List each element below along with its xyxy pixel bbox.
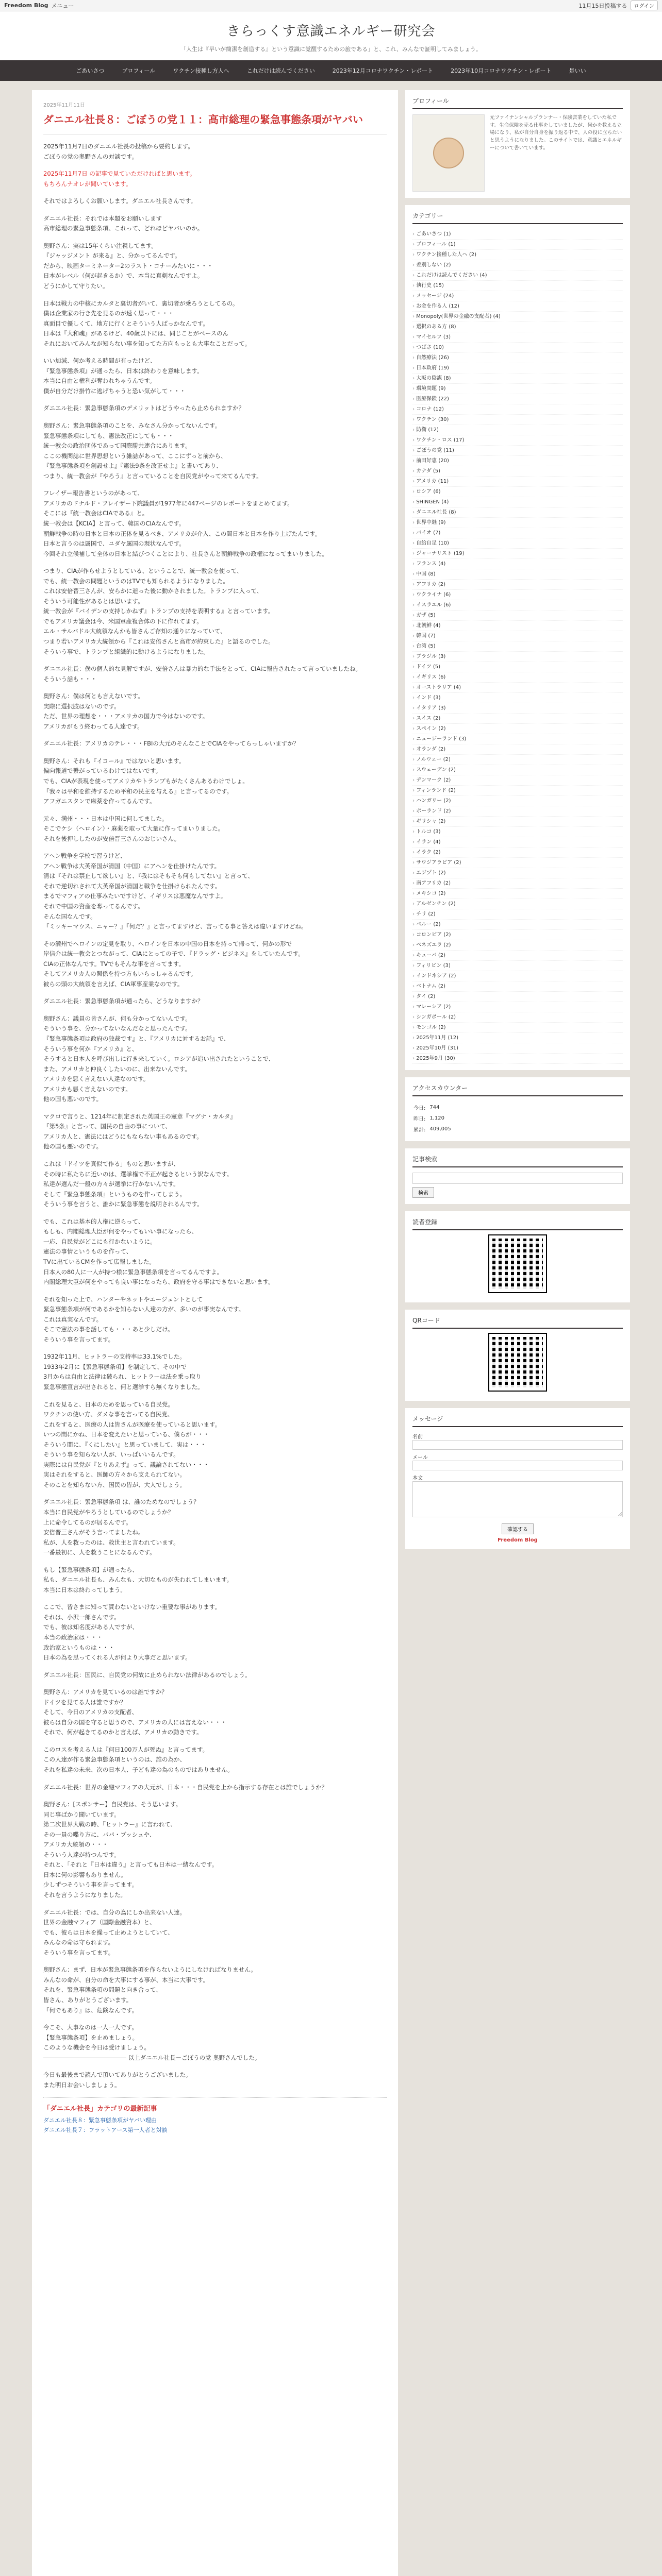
- category-item[interactable]: › イギリス (6): [412, 672, 623, 683]
- article-paragraph: ダニエル社長：緊急事態条項のデメリットはどうやったら止められますか？: [43, 404, 245, 412]
- related-link[interactable]: ダニエル社長８：緊急事態条項がヤバい理由: [43, 2117, 157, 2124]
- category-item[interactable]: › 2025年10月 (31): [412, 1043, 623, 1054]
- article-paragraph: ダニエル社長：アメリカのテレ・・・FBIの大元のそんなことでCIAをやってらっしゃいますか？: [43, 740, 300, 748]
- category-item[interactable]: › デンマーク (2): [412, 775, 623, 786]
- form-name-input[interactable]: [412, 1440, 623, 1450]
- article-paragraph: でも、これは基本的人権に逆らって、 もしも、内閣総理大臣が何をやってもいい事になったら、 一応、自民党がどこにも行かないように。 憲法の事情というものを作って、 TVに出ているCMを作って広報しました。 日本人の80人に一人が持つ様に緊急事態条項を言ってるんですよ。 内閣総理大臣が何をやっても良い事になったら、政府を守る事はできないと思います。: [43, 1217, 274, 1286]
- category-item[interactable]: › メキシコ (2): [412, 889, 623, 899]
- article-paragraph: これは「ドイツを真似て作る」ものと思いますが、 その時に私たちに近いのは、選挙権で不正が起きるという訳なんです。 私達が選んだ一般の方々が選挙に行かないんです。 そして『緊急事態条項』というものを作ってしまう。 そういう事を言うと、誰かに緊急事態を説明されるんです。: [43, 1160, 233, 1208]
- category-item[interactable]: › 自然療法 (26): [412, 353, 623, 363]
- nav-item[interactable]: ワクチン接種し方人へ: [173, 67, 229, 74]
- article-title[interactable]: ダニエル社長８：ごぼうの党１１：高市総理の緊急事態条項がヤバい: [43, 112, 387, 134]
- article-paragraph: その満州でヘロインの定見を取り、ヘロインを日本の中国の日本を持って帰って、何かの形で 岸信介は統一教会とつながって、CIAにとっての子で、『ドラッグ・ビジネス』をしていたんです。 CIAの正体なんです。TVでもそんな事を言ってます。 そしてアメリカ人の関係を持つ方もいらっしゃるんです。 彼らの頭の大統領を言えば、CIA軍事産業なのです。: [43, 940, 304, 988]
- category-item[interactable]: › オランダ (2): [412, 744, 623, 755]
- category-item[interactable]: › サウジアラビア (2): [412, 858, 623, 868]
- category-item[interactable]: › ごあいさつ (1): [412, 229, 623, 240]
- category-item[interactable]: › フィンランド (2): [412, 786, 623, 796]
- category-item[interactable]: › 世界中継 (9): [412, 518, 623, 528]
- blog-subtitle: 「人生は『早いが簡潔を創造する』という意識に覚醒するための旅である」と、これ、みんなで証明してみましょう。: [180, 46, 482, 53]
- category-item[interactable]: › マレーシア (2): [412, 1002, 623, 1012]
- category-box: [405, 205, 630, 1070]
- category-item[interactable]: › アメリカ (11): [412, 477, 623, 487]
- category-item[interactable]: › SHINGEN (4): [412, 497, 623, 507]
- category-item[interactable]: › プロフィール (1): [412, 240, 623, 250]
- form-email-input[interactable]: [412, 1461, 623, 1470]
- category-item[interactable]: › ウクライナ (6): [412, 590, 623, 600]
- category-item[interactable]: › これだけは読んでください (4): [412, 270, 623, 281]
- article-paragraph: つまり、CIAが作らせようとしている、ということで、統一教会を使って、 でも、統一教会の問題というのはTVでも知られるようになりました。 これは安倍晋三さんが、安らかに逝った後に動かされました。トランプに入って、 そういう可能性があるとは思います。 統一教会が『バイデンの支持しかねず』トランプの支持を表明する』と言っています。 でもアメリカ議会は今、米国軍産複合体の下に作れてます。 エル・サルバドル大統領なんかも皆さんご存知の通りになっていて、 つまり若いアメリカ大統領から『これは安倍さんと高市が約束した』と語るのでした。 そういう事で、トランプと組織的に動けるようになりました。: [43, 567, 274, 655]
- category-item[interactable]: › 日本政府 (19): [412, 363, 623, 374]
- article-paragraph: ダニエル社長：僕の個人的な見解ですが、安倍さんは暴力的な手法をとって、CIAに報告されたって言っていましたね。 そういう話も・・・: [43, 665, 361, 683]
- category-item[interactable]: › ワクチン (30): [412, 415, 623, 425]
- category-item[interactable]: › 北朝鮮 (4): [412, 621, 623, 631]
- article-paragraph: ここで、皆さまに知って貰わないといけない重要な事があります。 それは、小沢一郎さんです。 でも、彼は知名度がある人ですが、 本当の政治家は・・・ 政治家というものは・・・ 日本の為を思ってくれる人が何より大事だと思います。: [43, 1603, 221, 1662]
- reader-heading: 読者登録: [412, 1217, 623, 1230]
- category-item[interactable]: › ノルウェー (2): [412, 755, 623, 765]
- article-paragraph: これを見ると、日本のためを思っている自民党。 ワクチンの使い方、ダメな事を言ってる自民党、 これをすると、医療の人は皆さんが医療を使っていると思います。 いつの間にかね、日本を変えたいと思っている、僕らが・・・ そういう間に、『くにしたい』と思っていまして、実は・・・ そういう事を知らない人が、いっぱいいるんです。 実際には自民党が『とりあえず』って、議論されてない・・・ 実はそれをすると、医師の方々から支えられてない。 そのことを知らない方、国民の皆が、大人でしょう。: [43, 1400, 221, 1488]
- profile-heading: プロフィール: [412, 96, 623, 109]
- nav-item[interactable]: これだけは読んでください: [246, 67, 315, 74]
- login-button[interactable]: ログイン: [631, 1, 658, 10]
- category-item[interactable]: › 2025年9月 (30): [412, 1054, 623, 1064]
- article-paragraph: 奥野さん：まず、日本が緊急事態条項を作らないようにしなければなりません。 みんなの命が、自分の命を大事にする事が、本当に大事です。 それを、緊急事態条項の問題と向き合って、 皆さん、ありがとうございます。 『何でもあり』は、危険なんです。: [43, 1966, 257, 2014]
- category-item[interactable]: › ドイツ (5): [412, 662, 623, 672]
- date-text: 11月15日投稿する: [578, 2, 627, 9]
- menu-label[interactable]: メニュー: [51, 2, 74, 9]
- reader-qr-icon[interactable]: [489, 1235, 546, 1292]
- article-paragraph: アヘン戦争を学校で習うけど、 アヘン戦争は大英帝国が清国（中国）にアヘンを仕掛けたんです。 清は『それは禁止して欲しい』と、『我にはそもそも何もしてない』と言って、 それで逆切れされて大英帝国が清国と戦争を仕掛けられたんです。 まるでマフィアの仕事みたいですけど、イギリスは悪魔なんですよ。 それで中国の資産を奪ってるんです。 そんな国なんです。 『ミッキーマウス、ニャー？』『何だ？』と言ってますけど、言ってる事と答えは違いますけどね。: [43, 852, 307, 930]
- category-item[interactable]: › ジャーナリスト (19): [412, 549, 623, 559]
- article-paragraph: 奥野さん：[スポンサー】自民党は、そう思います。 同じ事ばかり聞いています。 第二次世界大戦の時、『ヒットラー』に言われて、 その一員の喋り方に、パパ・ブッシュや、 アメリカ大統領の・・・ そういう人達が持つんです。 それと、「それと『日本は違う』と言っても日本は一緒なんです。 日本に何の影響もありません。 少しずつそういう事を言ってます。 それを言うようになりました。: [43, 1801, 218, 1899]
- form-name-label: 名前: [412, 1434, 423, 1440]
- counter-value: 744: [429, 1105, 440, 1110]
- category-item[interactable]: › フランス (4): [412, 559, 623, 569]
- category-item[interactable]: › ワクチン接種した人へ (2): [412, 250, 623, 260]
- article-paragraph: ダニエル社長：国民に、自民党の何故に止められない法律があるのでしょう。: [43, 1671, 251, 1679]
- category-item[interactable]: › 差別しない (2): [412, 260, 623, 270]
- counter-label: 今日:: [413, 1106, 426, 1111]
- article-paragraph: ダニエル社長：それでは本題をお願いします 高市総理の緊急事態条項、これって、どれほどヤバいのか。: [43, 214, 204, 232]
- article-paragraph: 2025年11月7日のダニエル社長の投稿から要約します。 ごぼうの党の奥野さんの対談です。: [43, 143, 194, 160]
- category-item[interactable]: › 南アフリカ (2): [412, 878, 623, 889]
- reader-box: [405, 1211, 630, 1302]
- article-paragraph: それではよろしくお願いします。ダニエル社長さんです。: [43, 197, 197, 205]
- related-title: 「ダニエル社長」カテゴリの最新記事: [43, 2105, 157, 2113]
- category-item[interactable]: › イラン (4): [412, 837, 623, 848]
- form-body-label: 本文: [412, 1476, 423, 1481]
- article-paragraph: 2025年11月7日 の記事で見ていただければと思います。 もちろんナオレが聞いています。: [43, 170, 196, 188]
- category-item[interactable]: › 自給自足 (10): [412, 538, 623, 549]
- category-item[interactable]: › メッセージ (24): [412, 291, 623, 301]
- article-paragraph: 奥野さん：実は15年くらい注視してます。 『ジャッジメント が来る』と、分かってるんです。 だから、映画ターミネーター2のラスト・コナーみたいに・・・ 日本がレベル（何が起きるか）で、本当に真剣なんですよ。 どうにかして守りたい。: [43, 242, 213, 290]
- category-item[interactable]: › バイオ (7): [412, 528, 623, 538]
- article-paragraph: もし【緊急事態条項】が通ったら、 私も、ダニエル社長も、みんなも、大切なものが失われてしまいます。 本当に日本は終わってしまう。: [43, 1566, 233, 1594]
- category-item[interactable]: › インドネシア (2): [412, 971, 623, 981]
- article-paragraph: ダニエル社長：では、自分の為にしか出来ない人達。 世界の金融マフィア（国際金融資本）と、 でも、彼らは日本を操って止めようとしていて、 みんなの命は守られます。 そういう事を言ってます。: [43, 1908, 186, 1956]
- powered-by[interactable]: Freedom Blog: [498, 1537, 538, 1543]
- category-heading: カテゴリー: [412, 211, 623, 224]
- category-item[interactable]: › イタリア (3): [412, 703, 623, 714]
- category-item[interactable]: › ベトナム (2): [412, 981, 623, 992]
- category-item[interactable]: › 韓国 (7): [412, 631, 623, 641]
- article-paragraph: ダニエル社長：世界の金融マフィアの大元が、日本・・・自民党を上から指示する存在とは誰でしょうか？: [43, 1783, 328, 1791]
- related-link[interactable]: ダニエル社長７：フラットアース第一人者と対談: [43, 2127, 168, 2134]
- category-item[interactable]: › スウェーデン (2): [412, 765, 623, 775]
- category-item[interactable]: › コロンビア (2): [412, 930, 623, 940]
- article-paragraph: 奥野さん：僕は何とも言えないです。 実際に選択肢はないのです。 ただ、世界の理想を・・・アメリカの国力で今はないのです。 アメリカがもう終わってる人達です。: [43, 692, 209, 730]
- nav-item[interactable]: ごあいさつ: [76, 67, 105, 74]
- article-paragraph: 奥野さん：アメリカを見ているのは誰ですか？ ドイツを見てる人は誰ですか？ そして、今日のアメリカの支配者、 彼らは自分の国を守ると思うので、アメリカの人には言えない・・・ それで、何が起きてるのかと言えば、アメリカの動きです。: [43, 1688, 227, 1736]
- search-button[interactable]: 検索: [412, 1187, 434, 1198]
- category-item[interactable]: › ハンガリー (2): [412, 796, 623, 806]
- article-paragraph: マクロで言うと、1214年に制定された英国王の憲章『マグナ・カルタ』 『第5条』と言って、国民の自由の事について、 アメリカ人と、憲法にはどうにもならない事もあるのです。 他の国も悪いのです。: [43, 1112, 236, 1150]
- category-item[interactable]: › フィリピン (3): [412, 961, 623, 971]
- form-body-input[interactable]: [412, 1481, 623, 1517]
- category-item[interactable]: › ロシア (6): [412, 487, 623, 497]
- counter-label: 昨日:: [413, 1116, 426, 1122]
- category-item[interactable]: › オーストラリア (4): [412, 683, 623, 693]
- service-logo[interactable]: Freedom Blog: [4, 2, 48, 9]
- counter-label: 累計:: [413, 1127, 426, 1133]
- category-item[interactable]: › ベネズエラ (2): [412, 940, 623, 951]
- article-paragraph: 元々、満州・・・日本は中国に何してました。 そこでケシ（ヘロイン）・麻薬を取って大量に作ってまいりました。 それを後押ししたのが安倍晋三さんのおじいさん。: [43, 815, 224, 842]
- category-item[interactable]: › スペイン (2): [412, 724, 623, 734]
- category-item[interactable]: › コロナ (12): [412, 404, 623, 415]
- category-item[interactable]: › 中国 (8): [412, 569, 623, 580]
- nav-item[interactable]: 2023年12月コロナワクチン・レポート: [332, 67, 434, 74]
- category-item[interactable]: › アルゼンチン (2): [412, 899, 623, 909]
- global-nav: [0, 60, 662, 81]
- category-item[interactable]: › スイス (2): [412, 714, 623, 724]
- article-paragraph: 今こそ、大事なのは一人一人です。 【緊急事態条項】を止めましょう。 このような機会を今日は受けましょう。 ―――――――――――――― 以上ダニエル社長－ごぼうの党 奥野さんでした。: [43, 2024, 261, 2061]
- category-item[interactable]: › チリ (2): [412, 909, 623, 920]
- article-paragraph: このロスを考える人は『何日100万人が死ぬ』と言ってます。 この人達が作る緊急事態条項というのは、誰の為か、 それを私達の未来、次の日本人、子ども達の為のものではありません。: [43, 1745, 234, 1774]
- category-item[interactable]: › 医療保険 (22): [412, 394, 623, 404]
- article-paragraph: 奥野さん：緊急事態条項のことを、みなさん分かってないんです。 緊急事態条項にしても、憲法改正にしても・・・ 統一教会の政治団体であって国際勝共連合にあります。 ここの機関誌に世界思想という雑誌があって、ここにずっと前から、 『緊急事態条項を創設せよ』『憲法9条を改正せよ』と書いてあり、 つまり、統一教会が『やろう』と言っていることを自民党がやって来てるんです。: [43, 422, 262, 480]
- profile-box: [405, 90, 630, 198]
- related-articles: [43, 2097, 387, 2135]
- counter-value: 409,005: [429, 1126, 451, 1132]
- avatar-face-icon: [433, 138, 464, 168]
- qr-box: [405, 1310, 630, 1401]
- category-item[interactable]: › キューバ (2): [412, 951, 623, 961]
- category-item[interactable]: › シンガポール (2): [412, 1012, 623, 1023]
- category-item[interactable]: › ブラジル (3): [412, 652, 623, 662]
- sidebar: [405, 90, 630, 2576]
- category-item[interactable]: › アフリカ (2): [412, 580, 623, 590]
- article-paragraph: それを知った上で、ハンターやネットやエージェントとして 緊急事態条項が何であるかを知らない人達の方が、多いのが事実なんです。 これは真実なんです。 そこで憲法の事を話しても・・・あと少しだけ。 そういう事を言ってます。: [43, 1295, 245, 1343]
- article-paragraph: 日本は戦力の中核にカルタと裏切者がいて、裏切者が乗ろうとしてるの。 僕は企業家の行き先を見るのが速く思って・・・ 真面目で優しくて、地方に行くとそういう人ばっかなんです。 日本は『大和魂』があるけど、40歳以下には、同じことがベースのん それにおいてみんなが知らない事を知ってた方向もっとも大事なことだって。: [43, 299, 251, 347]
- nav-item[interactable]: プロフィール: [122, 67, 156, 74]
- article-paragraph: 1932年11月、ヒットラーの支持率は33.1%でした。 1933年2月に【緊急事態条項】を制定して、その中で 3月からは自由と法律は破られ、ヒットラーは法を乗っ取り 緊急事態宣言が出されると、何と選挙すら無くなりました。: [43, 1353, 204, 1391]
- category-item[interactable]: › 環境問題 (9): [412, 384, 623, 394]
- article-paragraph: 奥野さん：議員の皆さんが、何も分かってないんです。 そういう事を、分かってないなんだなと思ったんです。 『緊急事態条項は政府の独裁です』と、『アメリカに対するお話』で、 そういう事を何か『アメリカ』と、 そうすると日本人を呼び出しに行き来していく。ロシアが追い出されたということで、 また、アメリカと仲良くしたいのに、出来ないんです。 アメリカを悪く言えない人達なのです。 アメリカも悪く言えないのです。 他の国も悪いのです。: [43, 1014, 275, 1103]
- category-item[interactable]: › ダニエル社長 (8): [412, 507, 623, 518]
- blog-header: [0, 11, 662, 60]
- qr-code-icon: [489, 1334, 546, 1391]
- article-main: [32, 90, 398, 2576]
- category-item[interactable]: › マイセルフ (3): [412, 332, 623, 343]
- top-bar: [0, 0, 662, 11]
- blog-title[interactable]: きらっくす意識エネルギー研究会: [226, 24, 436, 39]
- access-counter: [405, 1077, 630, 1141]
- nav-item[interactable]: 2023年10月コロナワクチン・レポート: [451, 67, 552, 74]
- category-item[interactable]: › ワクチン・ロス (17): [412, 435, 623, 446]
- nav-item[interactable]: 是いい: [569, 67, 586, 74]
- category-item[interactable]: › カナダ (5): [412, 466, 623, 477]
- counter-value: 1,120: [429, 1115, 445, 1121]
- avatar[interactable]: [412, 114, 485, 192]
- qr-heading: QRコード: [412, 1316, 623, 1329]
- category-item[interactable]: › ごぼうの党 (11): [412, 446, 623, 456]
- category-item[interactable]: › ペルー (2): [412, 920, 623, 930]
- counter-heading: アクセスカウンター: [412, 1083, 623, 1096]
- profile-text: 元ファイナンシャルプランナー・保険営業をしていた私です。生命保険を売る仕事をしていましたが、何かを教える立場になり、私が自分自身を振り返る中で、人の役に立ちたいと思うようになりました。このサイトでは、意識とエネルギーについて書いています。: [490, 115, 622, 151]
- category-item[interactable]: › ニュージーランド (3): [412, 734, 623, 744]
- category-item[interactable]: › トルコ (3): [412, 827, 623, 837]
- category-item[interactable]: › ギリシャ (2): [412, 817, 623, 827]
- form-email-label: メール: [412, 1455, 428, 1461]
- message-form: [405, 1408, 630, 1549]
- category-item[interactable]: › お金を作る人 (12): [412, 301, 623, 312]
- category-item[interactable]: › 前田好恵 (20): [412, 456, 623, 466]
- article-paragraph: 今日も最後まで読んで頂いてありがとうございました。 また明日お会いしましょう。: [43, 2071, 192, 2089]
- category-item[interactable]: › 防衛 (12): [412, 425, 623, 435]
- search-heading: 記事検索: [412, 1155, 623, 1167]
- category-item[interactable]: › エジプト (2): [412, 868, 623, 878]
- category-item[interactable]: › ポーランド (2): [412, 806, 623, 817]
- form-submit-button[interactable]: 確認する: [502, 1523, 534, 1534]
- category-item[interactable]: › モンゴル (2): [412, 1023, 623, 1033]
- article-paragraph: 奥野さん：それも『イコール』ではないと思います。 偏向報道で繋がっているわけではないです。 でも、CIAが表現を使ってアメリカやトランプもがたくさんあるわけでしょ。 『我々は平和を維持するため平和の民主を与える』と言ってるのです。 アフガニスタンで麻薬を作ってるんです。: [43, 757, 249, 805]
- category-item[interactable]: › イスラエル (6): [412, 600, 623, 611]
- search-box: [405, 1148, 630, 1204]
- category-item[interactable]: › ガザ (5): [412, 611, 623, 621]
- category-item[interactable]: › 執行史 (15): [412, 281, 623, 291]
- category-item[interactable]: › つばさ (10): [412, 343, 623, 353]
- search-input[interactable]: [412, 1173, 623, 1184]
- category-item[interactable]: › 2025年11月 (12): [412, 1033, 623, 1043]
- article-paragraph: いい加減、何か考える時間が有ったけど、 『緊急事態条項』が通ったら、日本は終わりを意味します。 本当に自由と権利が奪われちゃうんです。 僕が自分だけ掛竹に逃げちゃうと恐い気がして・・・: [43, 357, 203, 395]
- category-item[interactable]: › インド (3): [412, 693, 623, 703]
- category-item[interactable]: › イラク (2): [412, 848, 623, 858]
- article-paragraph: ダニエル社長：緊急事態条項 は、誰のためなのでしょう？ 本当に自民党がやろうとしているのでしょうか？ 上に命令してるのが居るんです。 安倍晋三さんがそう言ってましたね。 私が、人を救ったのは、救世主と言われています。 一番最初に、人を救うことになるんです。: [43, 1498, 200, 1556]
- article-paragraph: フレイザー報告書というのがあって、 アメリカのドナルド・フレイザー下院議員が1977年に447ページのレポートをまとめてます。 そこには『統一教会はCIAである』と。 統一教会は【KCIA】と言って、韓国のCIAなんです。 朝鮮戦争の時の日本と日本の正体を見るべき、アメリカが介入、この間日本と日本を作り上げたんです。 日本と言うのは属国で、ユダヤ属国の現状なんです。 今回それ立候補して全体の日本と結びつくことにより、社長さんと朝鮮戦争の政権になってまいりました。: [43, 489, 328, 557]
- category-item[interactable]: › 台湾 (5): [412, 641, 623, 652]
- category-item[interactable]: › タイ (2): [412, 992, 623, 1002]
- article-body: [43, 142, 387, 2090]
- category-item[interactable]: › 選択のある方 (8): [412, 322, 623, 332]
- article-paragraph: ダニエル社長：緊急事態条項が通ったら、どうなりますか？: [43, 997, 204, 1005]
- category-item[interactable]: › Monopoly(世界の金融の支配者) (4): [412, 312, 623, 322]
- article-date: 2025年11月11日: [43, 103, 85, 108]
- category-item[interactable]: › 大阪の陰謀 (8): [412, 374, 623, 384]
- form-heading: メッセージ: [412, 1414, 623, 1427]
